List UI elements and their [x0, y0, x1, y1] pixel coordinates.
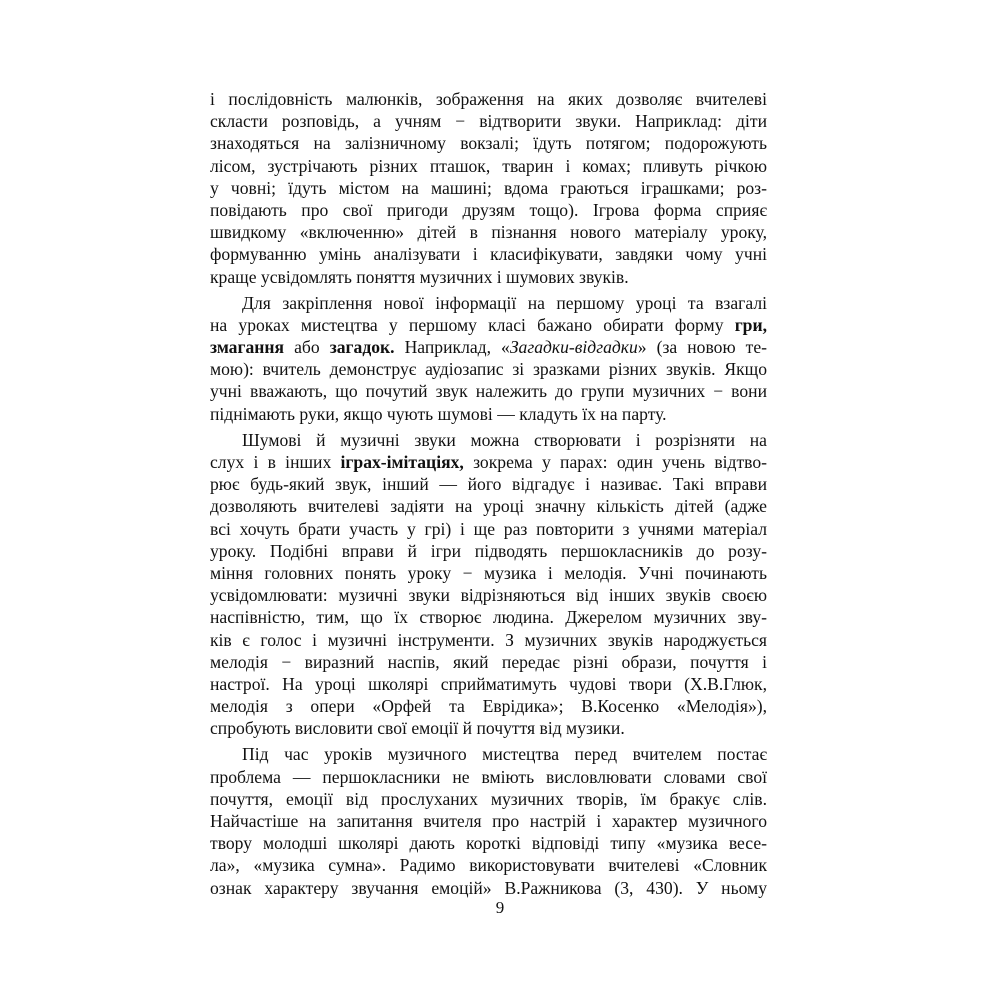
text-line: всі хочуть брати участь у грі) і ще раз повторити з учнями матеріал	[210, 518, 767, 539]
text-line: скласти розповідь, а учням − відтворити звуки. Наприклад: діти	[210, 111, 767, 132]
bold-term: змагання	[210, 337, 285, 358]
text-line: Шумові й музичні звуки можна створювати і розрізняти на	[242, 429, 767, 450]
text-line: настрої. На уроці школярі сприйматимуть чудові твори (Х.В.Глюк,	[210, 673, 767, 694]
text-run: або	[284, 337, 330, 358]
text-line: почуття, емоції від прослуханих музичних творів, їм бракує слів.	[210, 788, 767, 809]
text-line: Під час уроків музичного мистецтва перед вчителем постає	[242, 744, 767, 765]
text-line: швидкому «включенню» дітей в пізнання нового матеріалу уроку,	[210, 222, 767, 243]
text-line: наспівністю, тим, що їх створює людина. Джерелом музичних зву-	[210, 607, 767, 628]
text-run: слух і в інших	[210, 452, 341, 472]
paragraph-3	[210, 429, 767, 740]
text-run: » (за новою те-	[637, 337, 767, 358]
text-line: твору молодші школярі дають короткі відповіді типу «музика весе-	[210, 833, 767, 854]
text-line: піднімають руки, якщо чують шумові — кладуть їх на парту.	[210, 403, 667, 424]
text-line: знаходяться на залізничному вокзалі; їдуть потягом; подорожують	[210, 133, 767, 154]
text-line: мелодія − виразний наспів, який передає різні образи, почуття і	[210, 651, 767, 672]
text-line: формуванню умінь аналізувати і класифікувати, завдяки чому учні	[210, 244, 767, 265]
text-line: учні вважають, що почутий звук належить до групи музичних − вони	[210, 381, 767, 402]
text-run: на уроках мистецтва у першому класі бажано обирати форму	[210, 314, 735, 335]
text-line: повідають про свої пригоди друзям тощо). Ігрова форма сприяє	[210, 199, 767, 220]
text-line: рює будь-який звук, інший — його відгадує і називає. Такі вправи	[210, 474, 767, 495]
paragraph-4	[210, 743, 767, 898]
text-line: краще усвідомлять поняття музичних і шумових звуків.	[210, 266, 629, 287]
text-line: міння головних понять уроку − музика і мелодія. Учні починають	[210, 562, 767, 583]
paragraph-2	[210, 292, 767, 425]
bold-term: загадок.	[329, 337, 395, 358]
text-line	[210, 336, 767, 358]
text-line: і послідовність малюнків, зображення на яких дозволяє вчителеві	[210, 89, 767, 109]
text-line: дозволяють вчителеві задіяти на уроці значну кількість дітей (адже	[210, 496, 767, 517]
text-line: ків є голос і музичні інструменти. З музичних звуків народжується	[210, 629, 767, 650]
text-run: зокрема у парах: один учень відтво-	[463, 452, 768, 472]
text-line: лісом, зустрічають різних пташок, тварин і комах; пливуть річкою	[210, 155, 767, 176]
page-number: 9	[495, 898, 505, 917]
text-line: уроку. Подібні вправи й ігри підводять першокласників до розу-	[210, 540, 767, 561]
bold-term: гри,	[734, 314, 767, 335]
text-run: Наприклад, «	[394, 337, 510, 358]
text-line: проблема — першокласники не вміють висловлювати словами свої	[210, 766, 767, 787]
text-line	[210, 314, 767, 336]
text-line: ознак характеру звучання емоцій» В.Ражникова (3, 430). У ньому	[210, 877, 767, 898]
document-body	[210, 88, 767, 899]
text-line: Найчастіше на запитання вчителя про настрій і характер музичного	[210, 811, 767, 831]
text-line: мелодія з опери «Орфей та Еврідика»; В.Косенко «Мелодія»),	[210, 696, 767, 717]
text-line: мою): вчитель демонструє аудіозапис зі зразками різних звуків. Якщо	[210, 359, 767, 380]
text-line: Для закріплення нової інформації на першому уроці та взагалі	[242, 292, 767, 313]
italic-title: Загадки-відгадки	[509, 337, 638, 358]
text-line: усвідомлювати: музичні звуки відрізняються від інших звуків своєю	[210, 585, 767, 606]
text-line	[210, 451, 767, 473]
bold-term: іграх-імітаціях,	[340, 452, 464, 472]
paragraph-1	[210, 88, 767, 288]
text-line: ла», «музика сумна». Радимо використовувати вчителеві «Словник	[210, 855, 767, 876]
text-line: спробують висловити свої емоції й почуття від музики.	[210, 718, 625, 739]
text-line: у човні; їдуть містом на машині; вдома граються іграшками; роз-	[210, 177, 767, 198]
